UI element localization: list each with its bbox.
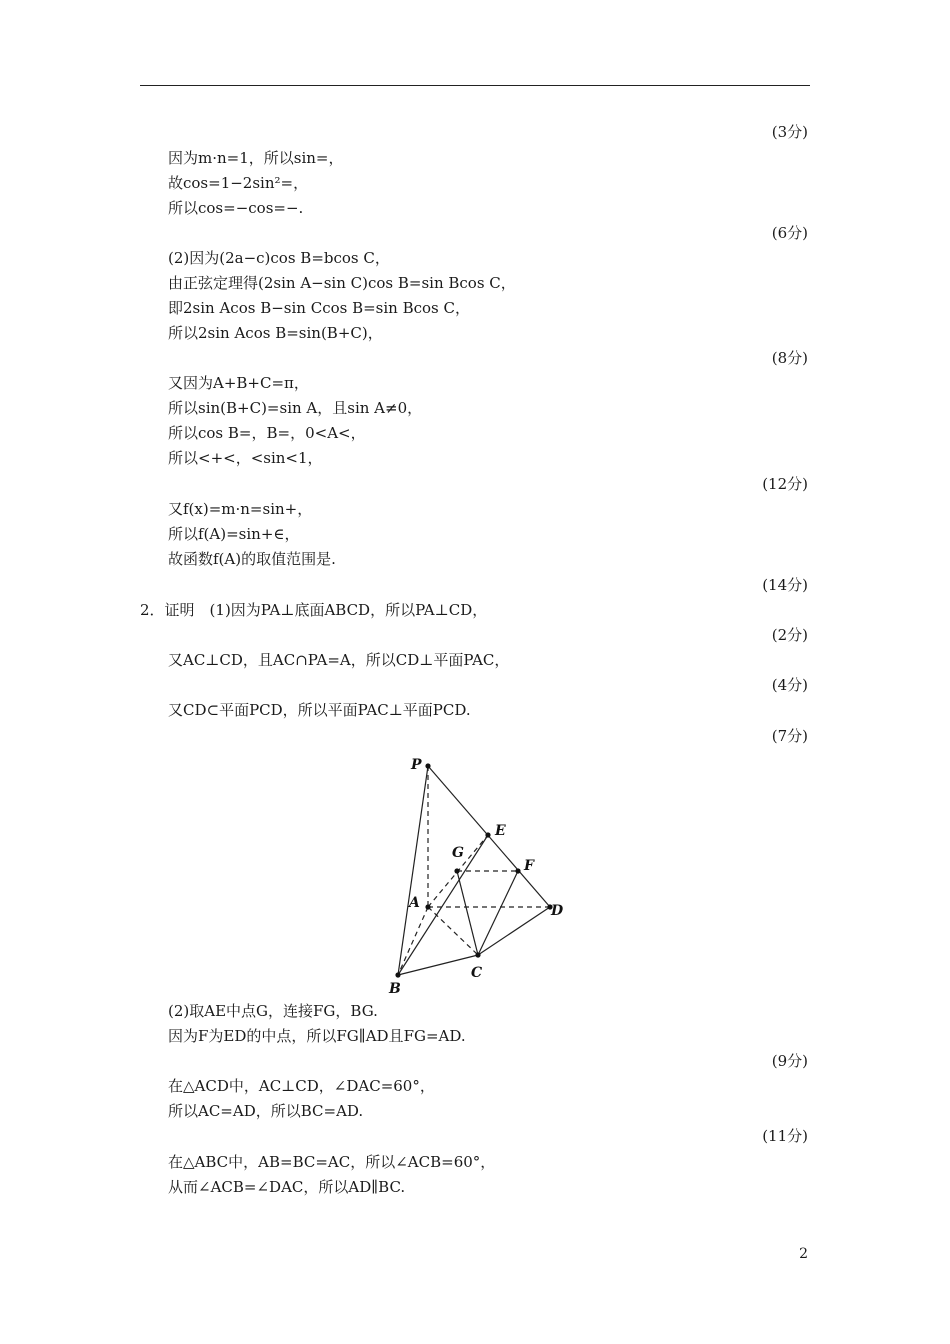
text-line: 又因为A+B+C=π，: [168, 374, 309, 392]
score-marker: (6分): [771, 224, 808, 242]
text-line: 所以AC=AD，所以BC=AD.: [168, 1102, 364, 1120]
text-line: 所以<+<，<sin<1，: [168, 449, 323, 467]
text-line: 所以sin(B+C)=sin A，且sin A≠0，: [168, 399, 423, 417]
text-line: 所以f(A)=sin+∈，: [168, 525, 300, 543]
vertex-label-g: G: [452, 845, 464, 861]
score-marker: (11分): [762, 1127, 808, 1145]
text-line: 故cos=1−2sin²=，: [168, 174, 309, 192]
score-marker: (8分): [771, 349, 808, 367]
vertex-label-c: C: [471, 965, 483, 981]
score-marker: (9分): [771, 1052, 808, 1070]
text-line: 又AC⊥CD，且AC∩PA=A，所以CD⊥平面PAC，: [168, 651, 510, 669]
text-line: 由正弦定理得(2sin A−sin C)cos B=sin Bcos C，: [168, 274, 516, 292]
score-marker: (3分): [771, 123, 808, 141]
text-line: 在△ABC中，AB=BC=AC，所以∠ACB=60°，: [168, 1153, 496, 1171]
text-line: 又CD⊂平面PCD，所以平面PAC⊥平面PCD.: [168, 701, 471, 719]
text-line: (2)取AE中点G，连接FG，BG.: [168, 1002, 378, 1020]
vertex-label-e: E: [495, 823, 506, 839]
text-line: 故函数f(A)的取值范围是.: [168, 550, 336, 568]
score-marker: (14分): [762, 576, 808, 594]
text-line: 因为m·n=1，所以sin=，: [168, 149, 344, 167]
vertex-label-d: D: [551, 903, 564, 919]
page-number: 2: [799, 1246, 808, 1262]
text-line: 又f(x)=m·n=sin+，: [168, 500, 313, 518]
score-marker: (12分): [762, 475, 808, 493]
text-line: 所以cos=−cos=−.: [168, 199, 304, 217]
vertex-label-a: A: [409, 895, 420, 911]
header-rule: [140, 85, 810, 86]
text-line: 即2sin Acos B−sin Ccos B=sin Bcos C，: [168, 299, 470, 317]
text-line: 所以2sin Acos B=sin(B+C)，: [168, 324, 383, 342]
vertex-label-b: B: [389, 981, 401, 997]
text-line: (2)因为(2a−c)cos B=bcos C，: [168, 249, 390, 267]
pyramid-figure: [380, 748, 580, 998]
score-marker: (2分): [771, 626, 808, 644]
text-line: 从而∠ACB=∠DAC，所以AD∥BC.: [168, 1178, 406, 1196]
score-marker: (7分): [771, 727, 808, 745]
problem-2-heading: 2．证明 (1)因为PA⊥底面ABCD，所以PA⊥CD，: [140, 601, 488, 619]
text-line: 因为F为ED的中点，所以FG∥AD且FG=AD.: [168, 1027, 466, 1045]
vertex-label-f: F: [524, 858, 534, 874]
vertex-label-p: P: [411, 757, 422, 773]
text-line: 所以cos B=，B=，0<A<，: [168, 424, 366, 442]
score-marker: (4分): [771, 676, 808, 694]
text-line: 在△ACD中，AC⊥CD，∠DAC=60°，: [168, 1077, 435, 1095]
